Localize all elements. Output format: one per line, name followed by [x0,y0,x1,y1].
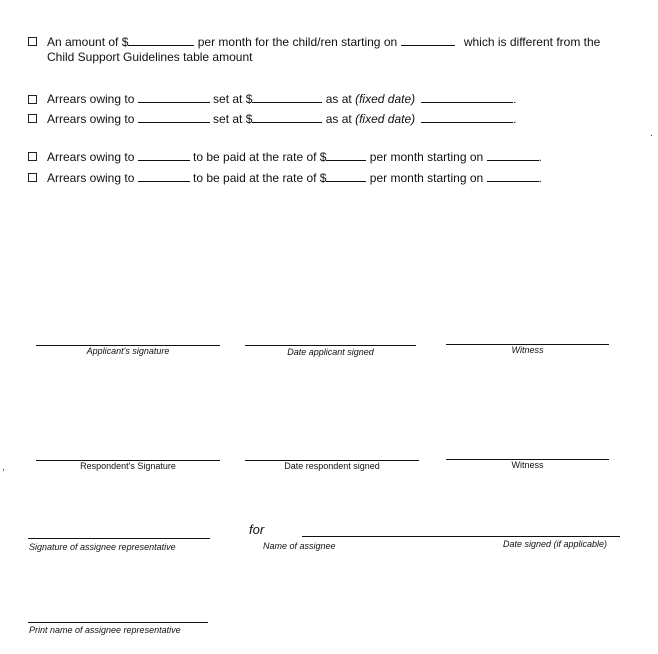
amount-blank[interactable] [128,34,194,46]
start-date-blank[interactable] [487,149,539,161]
arrears-owing-to-blank[interactable] [138,149,190,161]
start-date-blank[interactable] [401,34,455,46]
option-monthly-amount-line2: Child Support Guidelines table amount [47,50,253,64]
scan-mark: . [650,128,653,139]
arrears-amount-blank[interactable] [252,91,322,103]
option-arrears-set-1: Arrears owing to set at $ as at (fixed date) . [47,92,517,106]
option-arrears-set-2: Arrears owing to set at $ as at (fixed date) . [47,112,517,126]
checkbox-monthly-amount[interactable] [28,37,37,46]
date-applicant-caption: Date applicant signed [287,347,374,357]
option-monthly-amount: An amount of $ per month for the child/ren starting on which is different from the [47,35,601,49]
fixed-date-blank[interactable] [421,111,513,123]
date-applicant-line[interactable] [245,345,416,346]
assignee-name-line[interactable] [302,536,620,537]
assignee-name-caption: Name of assignee [263,541,336,551]
respondent-signature-caption: Respondent's Signature [80,461,176,471]
option-arrears-rate-1: Arrears owing to to be paid at the rate of $ per month starting on . [47,150,542,164]
start-date-blank[interactable] [487,170,539,182]
rate-blank[interactable] [326,170,366,182]
date-signed-caption: Date signed (if applicable) [503,539,608,549]
arrears-owing-to-blank[interactable] [138,91,210,103]
fixed-date-blank[interactable] [421,91,513,103]
for-label: for [249,522,265,537]
option-arrears-rate-2: Arrears owing to to be paid at the rate of $ per month starting on . [47,171,542,185]
checkbox-arrears-rate-1[interactable] [28,152,37,161]
witness-2-caption: Witness [511,460,544,470]
checkbox-arrears-rate-2[interactable] [28,173,37,182]
arrears-amount-blank[interactable] [252,111,322,123]
checkbox-arrears-set-2[interactable] [28,114,37,123]
rate-blank[interactable] [326,149,366,161]
witness-1-caption: Witness [511,345,544,355]
checkbox-arrears-set-1[interactable] [28,95,37,104]
assignee-rep-signature-line[interactable] [28,538,210,539]
print-name-line[interactable] [28,622,208,623]
date-respondent-caption: Date respondent signed [284,461,380,471]
arrears-owing-to-blank[interactable] [138,170,190,182]
scan-mark: , [2,462,5,473]
applicant-signature-caption: Applicant's signature [86,346,170,356]
assignee-rep-signature-caption: Signature of assignee representative [29,542,176,552]
arrears-owing-to-blank[interactable] [138,111,210,123]
print-name-caption: Print name of assignee representative [29,625,181,635]
